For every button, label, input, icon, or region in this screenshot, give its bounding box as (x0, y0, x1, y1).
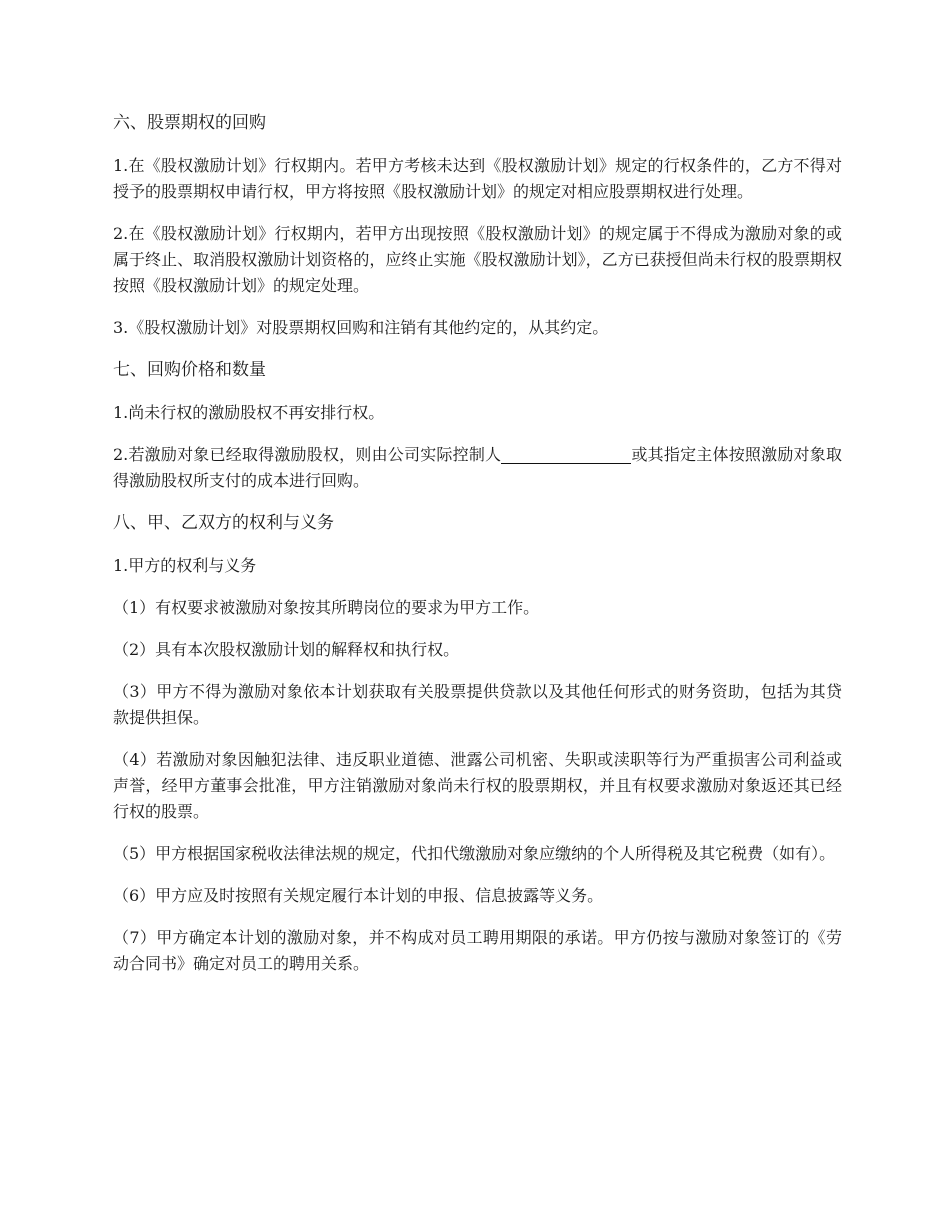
paragraph-7-1: 1.尚未行权的激励股权不再安排行权。 (113, 403, 385, 422)
section-heading-7: 七、回购价格和数量 (113, 360, 266, 380)
paragraph-7-2-before: 2.若激励对象已经取得激励股权，则由公司实际控制人 (113, 445, 502, 464)
list-item: （3）甲方不得为激励对象依本计划获取有关股票提供贷款以及其他任何形式的财务资助，包括为其贷款提供担保。 (113, 682, 842, 727)
list-item: （2）具有本次股权激励计划的解释权和执行权。 (113, 640, 460, 659)
list-item: （1）有权要求被激励对象按其所聘岗位的要求为甲方工作。 (113, 598, 540, 617)
list-item: （5）甲方根据国家税收法律法规的规定，代扣代缴激励对象应缴纳的个人所得税及其它税费（如有）。 (113, 844, 836, 863)
section-heading-6: 六、股票期权的回购 (113, 113, 266, 133)
list-item: （6）甲方应及时按照有关规定履行本计划的申报、信息披露等义务。 (113, 886, 604, 905)
paragraph-6-2: 2.在《股权激励计划》行权期内，若甲方出现按照《股权激励计划》的规定属于不得成为激励对象的或属于终止、取消股权激励计划资格的，应终止实施《股权激励计划》，乙方已获授但尚未行权的股票期权按照《股权激励计划》的规定处理。 (113, 224, 842, 295)
fill-in-blank-line (501, 443, 631, 464)
paragraph-7-2-after: 或其指定主体按照激励对象取得激励股权所支付的成本进行回购。 (113, 445, 842, 490)
paragraph-7-2 (113, 442, 842, 494)
list-item: （4）若激励对象因触犯法律、违反职业道德、泄露公司机密、失职或渎职等行为严重损害公司利益或声誉，经甲方董事会批准，甲方注销激励对象尚未行权的股票期权，并且有权要求激励对象返还其已经行权的股票。 (113, 750, 842, 821)
subheading-8-1: 1.甲方的权利与义务 (113, 556, 257, 575)
section-heading-8: 八、甲、乙双方的权利与义务 (113, 513, 334, 533)
paragraph-6-3: 3.《股权激励计划》对股票期权回购和注销有其他约定的，从其约定。 (113, 318, 609, 337)
list-item: （7）甲方确定本计划的激励对象，并不构成对员工聘用期限的承诺。甲方仍按与激励对象签订的《劳动合同书》确定对员工的聘用关系。 (113, 928, 842, 973)
paragraph-6-1: 1.在《股权激励计划》行权期内。若甲方考核未达到《股权激励计划》规定的行权条件的，乙方不得对授予的股票期权申请行权，甲方将按照《股权激励计划》的规定对相应股票期权进行处理。 (113, 156, 842, 201)
